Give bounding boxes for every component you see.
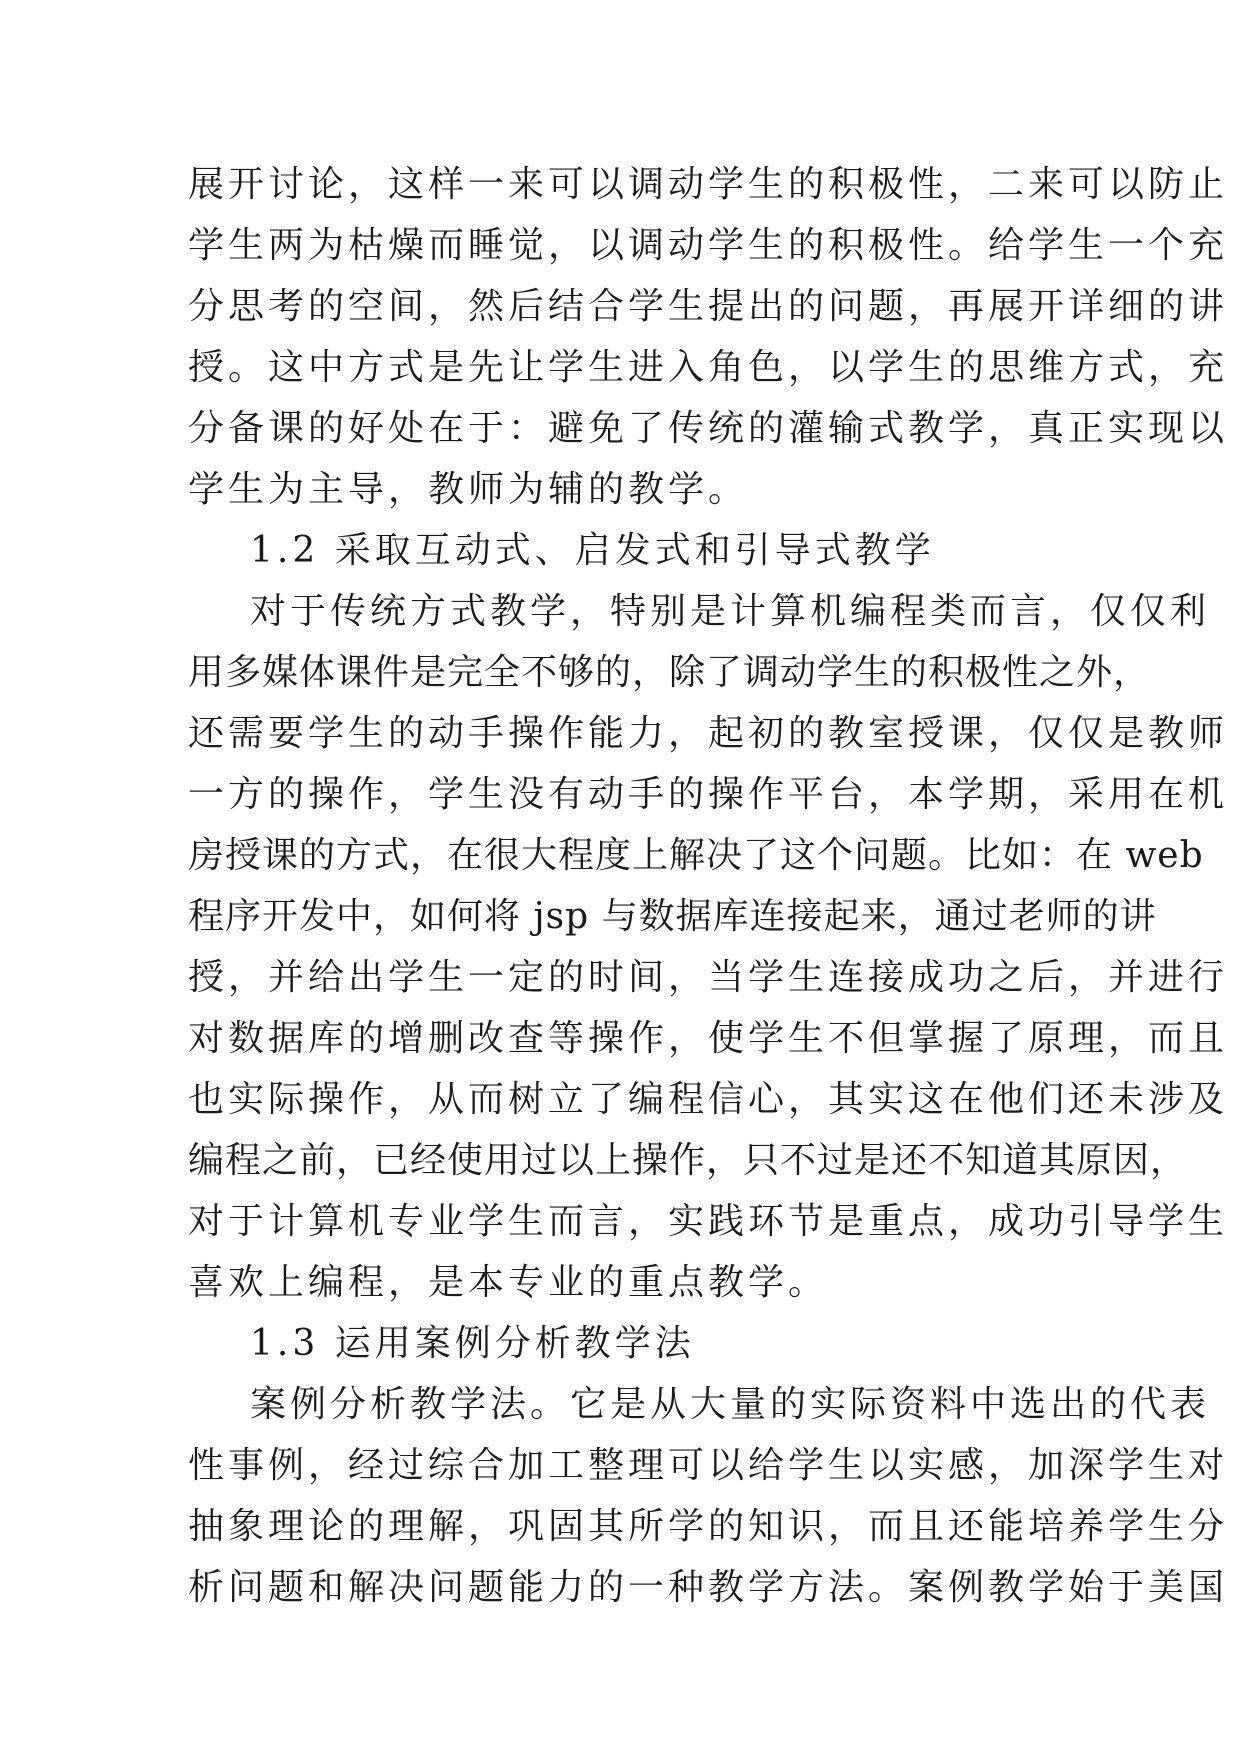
paragraph-start: 对于传统方式教学，特别是计算机编程类而言，仅仅利 — [250, 591, 1211, 632]
text-line: 学生为主导，教师为辅的教学。 — [188, 469, 749, 510]
section-heading-1-3: 1.3 运用案例分析教学法 — [250, 1323, 695, 1364]
text-line: 程序开发中，如何将 jsp 与数据库连接起来，通过老师的讲 — [188, 896, 1157, 937]
text-line: 授。这中方式是先让学生进入角色，以学生的思维方式，充 — [188, 347, 1229, 388]
text-line: 房授课的方式，在很大程度上解决了这个问题。比如：在 web — [188, 835, 1204, 876]
text-line: 展开讨论，这样一来可以调动学生的积极性，二来可以防止 — [188, 164, 1229, 205]
text-line: 学生两为枯燥而睡觉，以调动学生的积极性。给学生一个充 — [188, 225, 1229, 266]
text-line: 性事例，经过综合加工整理可以给学生以实感，加深学生对 — [188, 1445, 1229, 1486]
text-line: 喜欢上编程，是本专业的重点教学。 — [188, 1262, 829, 1303]
body-text — [188, 154, 1229, 1618]
text-line: 抽象理论的理解，巩固其所学的知识，而且还能培养学生分 — [188, 1506, 1229, 1547]
text-line: 授，并给出学生一定的时间，当学生连接成功之后，并进行 — [188, 957, 1229, 998]
text-line: 分备课的好处在于：避免了传统的灌输式教学，真正实现以 — [188, 408, 1229, 449]
text-line: 对数据库的增删改查等操作，使学生不但掌握了原理，而且 — [188, 1018, 1229, 1059]
text-line: 还需要学生的动手操作能力，起初的教室授课，仅仅是教师 — [188, 713, 1229, 754]
text-line: 一方的操作，学生没有动手的操作平台，本学期，采用在机 — [188, 774, 1229, 815]
paragraph-start: 案例分析教学法。它是从大量的实际资料中选出的代表 — [250, 1384, 1211, 1425]
text-line: 编程之前，已经使用过以上操作，只不过是还不知道其原因， — [188, 1140, 1188, 1181]
section-heading-1-2: 1.2 采取互动式、启发式和引导式教学 — [250, 530, 935, 571]
text-line: 析问题和解决问题能力的一种教学方法。案例教学始于美国 — [188, 1567, 1229, 1608]
text-line: 分思考的空间，然后结合学生提出的问题，再展开详细的讲 — [188, 286, 1229, 327]
text-line: 也实际操作，从而树立了编程信心，其实这在他们还未涉及 — [188, 1079, 1229, 1120]
text-line: 用多媒体课件是完全不够的，除了调动学生的积极性之外， — [188, 652, 1151, 693]
text-line: 对于计算机专业学生而言，实践环节是重点，成功引导学生 — [188, 1201, 1229, 1242]
